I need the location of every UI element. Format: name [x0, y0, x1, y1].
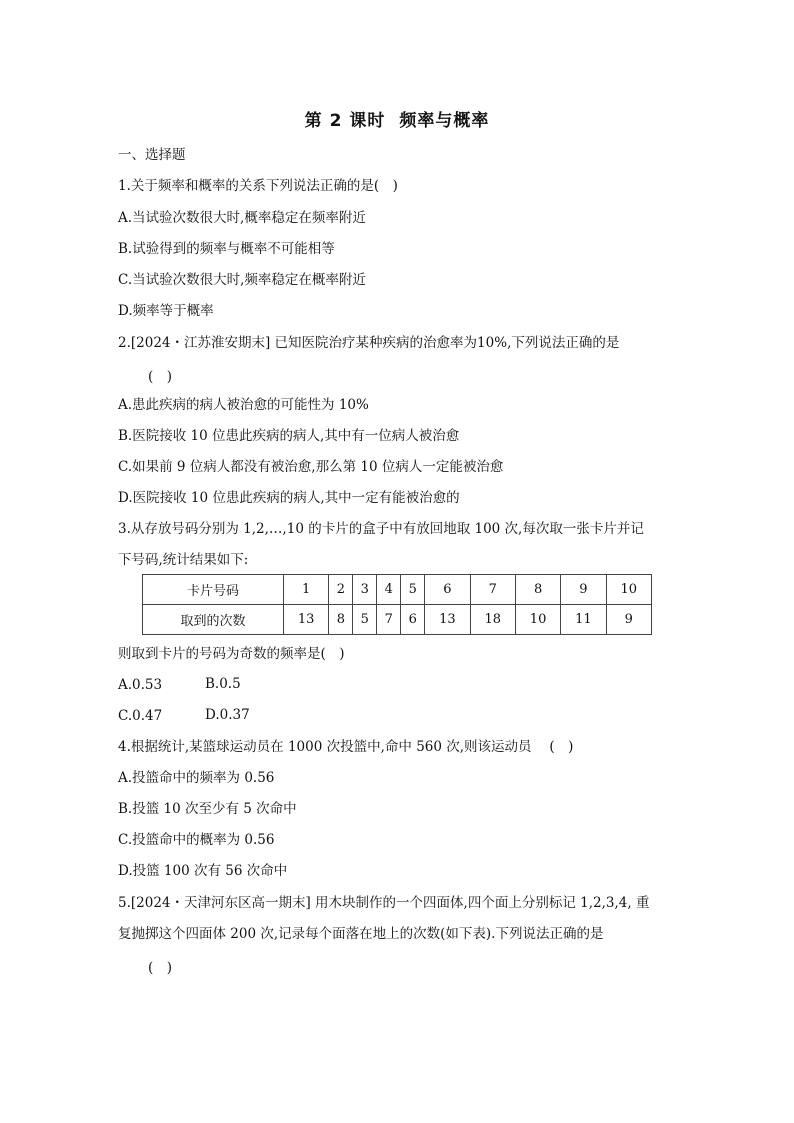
- q3-option-d: D.0.37: [205, 707, 250, 723]
- table-cell: 10: [606, 575, 651, 605]
- q1-option-b: B.试验得到的频率与概率不可能相等: [118, 241, 335, 257]
- q2-option-d: D.医院接收 10 位患此疾病的病人,其中一定有能被治愈的: [118, 490, 460, 506]
- table-cell: 3: [353, 575, 377, 605]
- table-cell: 6: [425, 575, 470, 605]
- table-cell: 11: [561, 605, 606, 635]
- q2-stem: 2.[2024・江苏淮安期末] 已知医院治疗某种疾病的治愈率为10%,下列说法正确的是: [118, 335, 620, 351]
- table-cell: 6: [401, 605, 425, 635]
- q5-stem-line2: 复抛掷这个四面体 200 次,记录每个面落在地上的次数(如下表).下列说法正确的是: [118, 926, 604, 942]
- section-heading: 一、选择题: [118, 147, 186, 163]
- table-cell: 8: [515, 575, 560, 605]
- table-cell: 5: [353, 605, 377, 635]
- q5-stem-line1: 5.[2024・天津河东区高一期末] 用木块制作的一个四面体,四个面上分别标记 1,2,3,4, 重: [118, 895, 650, 911]
- table-cell: 10: [515, 605, 560, 635]
- q3-stem-line1: 3.从存放号码分别为 1,2,…,10 的卡片的盒子中有放回地取 100 次,每次取一张卡片并记: [118, 521, 644, 537]
- q5-answer-paren: ( ): [148, 960, 173, 976]
- table-cell: 1: [284, 575, 329, 605]
- table-cell: 4: [377, 575, 401, 605]
- q1-option-a: A.当试验次数很大时,概率稳定在频率附近: [118, 210, 366, 226]
- q2-option-a: A.患此疾病的病人被治愈的可能性为 10%: [118, 397, 369, 413]
- q4-stem: 4.根据统计,某篮球运动员在 1000 次投篮中,命中 560 次,则该运动员 ( ): [118, 739, 574, 755]
- table-row-header: 卡片号码: [143, 575, 284, 605]
- q2-answer-paren: ( ): [148, 369, 173, 385]
- q4-option-b: B.投篮 10 次至少有 5 次命中: [118, 801, 297, 817]
- table-cell: 8: [329, 605, 353, 635]
- q4-option-a: A.投篮命中的频率为 0.56: [118, 770, 275, 786]
- table-row-header: 取到的次数: [143, 605, 284, 635]
- q4-option-c: C.投篮命中的概率为 0.56: [118, 832, 275, 848]
- table-cell: 2: [329, 575, 353, 605]
- q4-option-d: D.投篮 100 次有 56 次命中: [118, 863, 288, 879]
- table-cell: 13: [284, 605, 329, 635]
- q3-option-a: A.0.53: [118, 677, 163, 693]
- q1-stem: 1.关于频率和概率的关系下列说法正确的是( ): [118, 178, 398, 194]
- table-cell: 7: [377, 605, 401, 635]
- table-cell: 9: [606, 605, 651, 635]
- q3-option-c: C.0.47: [118, 708, 163, 724]
- title-lesson: 第 2 课时: [304, 111, 386, 131]
- q3-stem-line2: 下号码,统计结果如下:: [118, 552, 249, 568]
- q3-question: 则取到卡片的号码为奇数的频率是( ): [118, 646, 345, 662]
- table-cell: 5: [401, 575, 425, 605]
- q2-option-b: B.医院接收 10 位患此疾病的病人,其中有一位病人被治愈: [118, 428, 460, 444]
- table-cell: 7: [470, 575, 515, 605]
- table-cell: 18: [470, 605, 515, 635]
- q1-option-d: D.频率等于概率: [118, 303, 214, 319]
- q1-option-c: C.当试验次数很大时,频率稳定在概率附近: [118, 272, 366, 288]
- title-topic: 频率与概率: [399, 111, 490, 131]
- card-count-table: [142, 574, 652, 635]
- table-row: [143, 605, 652, 635]
- q2-option-c: C.如果前 9 位病人都没有被治愈,那么第 10 位病人一定能被治愈: [118, 459, 504, 475]
- table-cell: 13: [425, 605, 470, 635]
- table-cell: 9: [561, 575, 606, 605]
- table-row: [143, 575, 652, 605]
- page-title: [0, 106, 794, 131]
- q3-option-b: B.0.5: [205, 676, 241, 692]
